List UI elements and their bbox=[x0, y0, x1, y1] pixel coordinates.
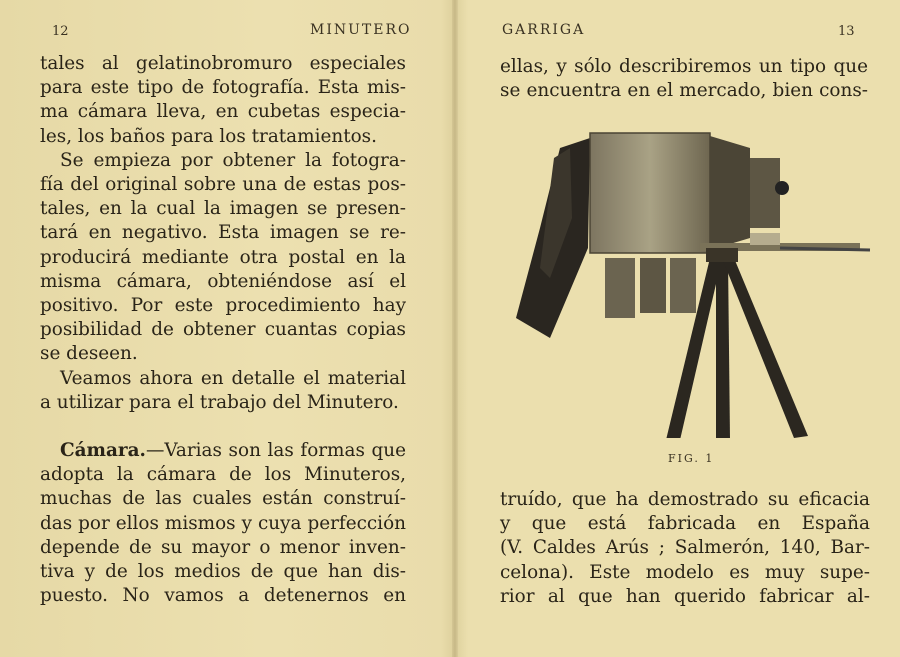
text-line: y que está fabricada en España bbox=[500, 513, 870, 535]
text-line: para este tipo de fotografía. Esta mis- bbox=[40, 77, 406, 99]
text-line bbox=[40, 439, 406, 463]
text-line: Veamos ahora en detalle el material bbox=[60, 367, 406, 389]
text-line: puesto. No vamos a detenernos en bbox=[40, 585, 406, 607]
text-line: muchas de las cuales están construí- bbox=[40, 488, 406, 510]
text-line: posibilidad de obtener cuantas copias bbox=[40, 319, 406, 341]
text-line: truído, que ha demostrado su eficacia bbox=[500, 489, 870, 510]
text-fragment: —Varias son las formas que bbox=[145, 440, 406, 462]
text-line: tales al gelatinobromuro especiales bbox=[40, 53, 406, 74]
section-keyword: Cámara. bbox=[60, 440, 146, 462]
text-line: adopta la cámara de los Minuteros, bbox=[40, 464, 406, 486]
right-top-text bbox=[500, 55, 868, 103]
right-page bbox=[458, 0, 900, 657]
page-number: 12 bbox=[52, 24, 69, 39]
text-line: fía del original sobre una de estas pos- bbox=[40, 174, 406, 196]
text-line: positivo. Por este procedimiento hay bbox=[40, 295, 406, 317]
right-bottom-text bbox=[500, 488, 870, 609]
text-line: Se empieza por obtener la fotogra- bbox=[60, 149, 406, 171]
text-line: tiva y de los medios de que han dis- bbox=[40, 561, 406, 583]
running-head: GARRIGA bbox=[502, 22, 586, 38]
text-line: ellas, y sólo describiremos un tipo que bbox=[500, 56, 868, 77]
text-line: ma cámara lleva, en cubetas especia- bbox=[40, 101, 406, 123]
left-body-text bbox=[40, 52, 406, 608]
text-line: rior al que han querido fabricar al- bbox=[500, 585, 870, 607]
text-line: depende de su mayor o menor inven- bbox=[40, 536, 406, 558]
text-line: a utilizar para el trabajo del Minutero. bbox=[40, 391, 399, 413]
text-line: celona). Este modelo es muy supe- bbox=[500, 561, 870, 583]
text-line: se deseen. bbox=[40, 343, 138, 365]
running-head: MINUTERO bbox=[310, 22, 412, 38]
text-line: producirá mediante otra postal en la bbox=[40, 246, 406, 268]
paragraph-gap bbox=[40, 415, 406, 439]
camera-illustration bbox=[510, 118, 880, 438]
text-line: misma cámara, obteniéndose así el bbox=[40, 270, 406, 292]
figure-caption: FIG. 1 bbox=[668, 452, 715, 465]
text-line: les, los baños para los tratamientos. bbox=[40, 125, 377, 147]
text-line: das por ellos mismos y cuya perfección bbox=[40, 512, 406, 534]
text-line: se encuentra en el mercado, bien cons- bbox=[500, 80, 868, 102]
text-line: tará en negativo. Esta imagen se re- bbox=[40, 222, 406, 244]
text-line: (V. Caldes Arús ; Salmerón, 140, Bar- bbox=[500, 537, 870, 559]
text-line: tales, en la cual la imagen se presen- bbox=[40, 198, 406, 220]
page-number: 13 bbox=[838, 24, 855, 39]
